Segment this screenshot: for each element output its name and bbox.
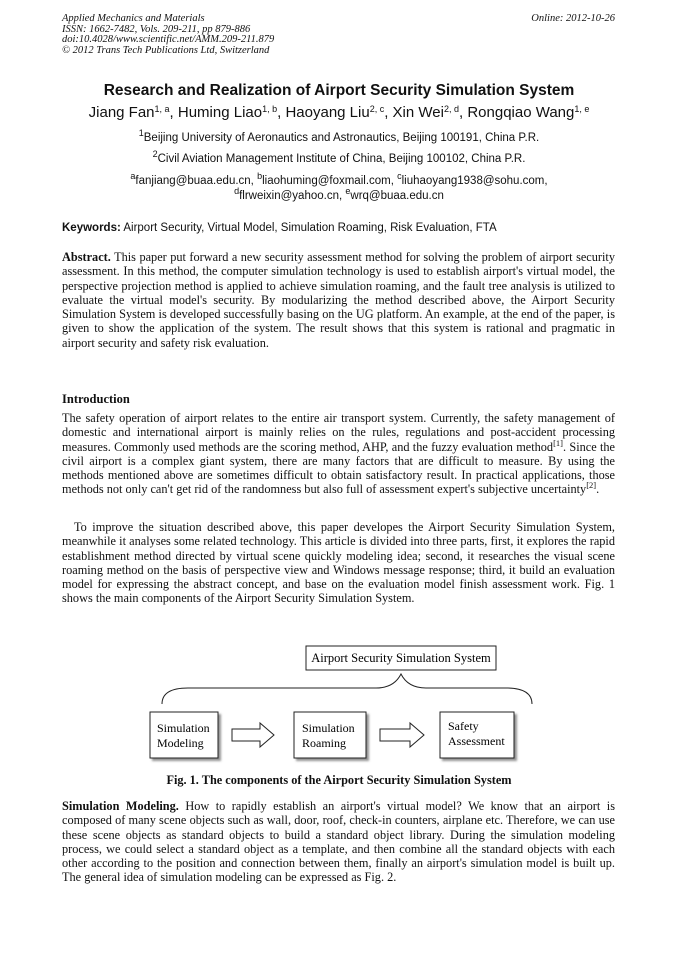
email: fanjiang@buaa.edu.cn, [135, 175, 258, 187]
keywords [62, 222, 615, 234]
copyright: © 2012 Trans Tech Publications Ltd, Switzerland [62, 44, 270, 56]
box-simulation-modeling [150, 712, 218, 758]
author-name: Huming Liao [177, 104, 263, 121]
email-list [0, 171, 678, 203]
email-sup: d [234, 185, 240, 196]
box-label: Modeling [157, 736, 204, 750]
paper-title: Research and Realization of Airport Security Simulation System [103, 82, 575, 99]
email: flrweixin@yahoo.cn, [239, 189, 346, 202]
box-simulation-roaming [294, 712, 366, 758]
citation: [1] [553, 437, 563, 448]
intro-paragraph-1 [62, 411, 615, 497]
top-box-label: Airport Security Simulation System [311, 651, 491, 665]
box-label: Simulation [157, 721, 210, 735]
intro-paragraph-2: To improve the situation described above, this paper developes the Airport Security Simulation System, meanwhile it analyses some related technology. This article is divided into three parts, first, it explores the rapid establishment method directed by virtual scene quickly modeling idea; second, it researches the visual scene roaming method on the basis of perspective view and Windows message response; third, it build an evaluation model for expressing the abstract concept, and base on the evaluation model finish assessment work. Fig. 1 shows the main components of the Airport Security Simulation System. [62, 520, 615, 606]
email-line-2 [0, 185, 678, 204]
author-sup: 2, d [443, 104, 459, 114]
email-sup: a [130, 171, 136, 181]
abstract-text: This paper put forward a new security assessment method for solving the problem of airport security assessment. In this method, the computer simulation technology is used to establish airport's virtual model, the perspective projection method is applied to achieve simulation roaming, and the fault tree analysis is utilized to evaluate the virtual model's security. By modularizing the method described above, the Airport Security Simulation System is developed successfully basing on the UG platform. An example, at the end of the paper, is given to show the application of the system. The result shows that this system is rational and pragmatic in airport security and safety risk evaluation. [62, 250, 615, 350]
affiliation-sup: 2 [152, 149, 158, 159]
author-sup: 1, a [154, 104, 170, 114]
email: liaohuming@foxmail.com, [262, 175, 398, 187]
email: liuhaoyang1938@sohu.com, [401, 175, 548, 187]
abstract [62, 250, 615, 350]
box-label: Safety [448, 719, 479, 733]
affiliation-1 [0, 128, 678, 144]
simulation-modeling-label: Simulation Modeling. [62, 799, 179, 813]
intro-text: The safety operation of airport relates to the entire air transport system. Currently, the safety management of domestic and international airport is mainly relies on the rules, regulations and post-accident processing measures. Commonly used methods are the scoring method, AHP, and the fuzzy evaluation method [62, 411, 615, 454]
arrow-right [232, 723, 274, 747]
author-sup: 1, e [574, 104, 590, 114]
author-name: Xin Wei [392, 104, 444, 121]
simulation-modeling-paragraph [62, 799, 615, 885]
arrow-right [380, 723, 424, 747]
figure-1-caption: Fig. 1. The components of the Airport Security Simulation System [166, 773, 512, 787]
doi: doi:10.4028/www.scientific.net/AMM.209-211.879 [62, 34, 275, 45]
email-sup: c [397, 171, 402, 181]
author-sup: 2, c [369, 104, 385, 114]
author-name: Jiang Fan [88, 104, 155, 121]
simulation-modeling-text: How to rapidly establish an airport's virtual model? We know that an airport is composed of many scene objects such as wall, door, roof, check-in counters, airplane etc. Therefore, we can use these scene objects as standard objects to build a standard object library. During the simulation modeling process, we could select a standard object as a template, and then combine all the standard objects with each other according to the position and connection between them, finally an airport's simulation model is built up. The general idea of simulation modeling can be expressed as Fig. 2. [62, 799, 615, 885]
online-date: Online: 2012-10-26 [531, 13, 615, 24]
email-sup: b [257, 171, 263, 181]
citation: [2] [586, 480, 597, 491]
email-sup: e [345, 185, 351, 196]
box-label: Roaming [302, 736, 346, 750]
affiliation-2 [0, 149, 678, 165]
box-label: Simulation [302, 721, 355, 735]
intro-text: . Since the civil airport is a complex giant system, there are many factors that are difficult to measure. By using the methods mentioned above are sometimes difficult to obtain satisfactory result. In practical applications, those methods not only can't get rid of the randomness but also full of assessment expert's subjective uncertainty [62, 439, 615, 497]
affiliation-text: Civil Aviation Management Institute of China, Beijing 100102, China P.R. [157, 153, 526, 165]
intro-text: . [596, 482, 600, 497]
email-line-1 [0, 171, 678, 189]
box-safety-assessment [440, 712, 514, 758]
affiliation-text: Beijing University of Aeronautics and Astronautics, Beijing 100191, China P.R. [143, 132, 540, 144]
grouping-brace [162, 674, 532, 704]
intro-heading: Introduction [62, 392, 130, 406]
figure-1-diagram [148, 644, 548, 766]
email: wrq@buaa.edu.cn [350, 189, 444, 202]
author-sup: 1, b [262, 104, 278, 114]
keywords-label: Keywords: [62, 222, 121, 234]
author-list: Jiang Fan$^{1, a}$, Huming Liao$^{1, b}$, Haoyang Liu$^{2, c}$, Xin Wei$^{2, d}$, Rongqiao Wang$^{1, e}$ [88, 104, 590, 121]
journal-name: Applied Mechanics and Materials [62, 13, 205, 24]
author-name: Rongqiao Wang [467, 104, 575, 121]
affiliation-sup: 1 [138, 128, 144, 138]
journal-header [62, 14, 615, 56]
keywords-text: Airport Security, Virtual Model, Simulation Roaming, Risk Evaluation, FTA [123, 222, 497, 234]
abstract-label: Abstract. [62, 250, 111, 264]
box-label: Assessment [448, 734, 505, 748]
issn: ISSN: 1662-7482, Vols. 209-211, pp 879-886 [62, 23, 251, 35]
author-name: Haoyang Liu [285, 104, 370, 121]
